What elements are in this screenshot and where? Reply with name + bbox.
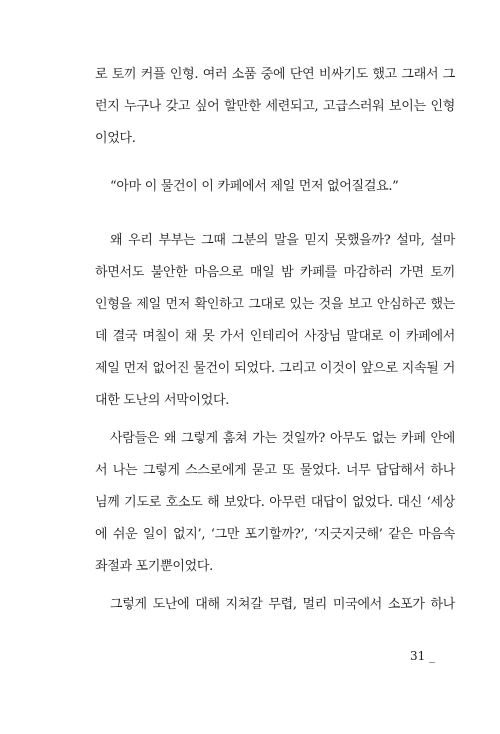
text-line: “아마 이 물건이 이 카페에서 제일 먼저 없어질걸요.” [110, 179, 399, 194]
text-line: 인형을 제일 먼저 확인하고 그대로 있는 것을 보고 안심하곤 했는 [95, 297, 455, 312]
text-line: 왜 우리 부부는 그때 그분의 말을 믿지 못했을까? 설마, 설마 [110, 233, 455, 248]
text-line: 하면서도 불안한 마음으로 매일 밤 카페를 마감하러 가면 토끼 [95, 265, 455, 280]
text-line: 에 쉬운 일이 없지’, ‘그만 포기할까?’, ‘지긋지긋해’ 같은 마음속 [95, 527, 455, 542]
text-line: 제일 먼저 없어진 물건이 되었다. 그리고 이것이 앞으로 지속될 거 [95, 361, 455, 376]
text-line: 로 토끼 커플 인형. 여러 소품 중에 단연 비싸기도 했고 그래서 그 [95, 67, 455, 82]
text-line: 런지 누구나 갖고 싶어 할만한 세련되고, 고급스러워 보이는 인형 [95, 99, 455, 114]
text-line: 대한 도난의 서막이었다. [95, 393, 230, 408]
text-line: 데 결국 며칠이 채 못 가서 인테리어 사장님 말대로 이 카페에서 [95, 329, 455, 344]
text-line: 님께 기도로 호소도 해 보았다. 아무런 대답이 없었다. 대신 ‘세상 [95, 495, 455, 510]
text-line: 이었다. [95, 131, 136, 146]
text-line: 그렇게 도난에 대해 지쳐갈 무렵, 멀리 미국에서 소포가 하나 [110, 597, 455, 612]
text-line: 사람들은 왜 그렇게 훔쳐 가는 것일까? 아무도 없는 카페 안에 [110, 431, 455, 446]
text-line: 좌절과 포기뿐이었다. [95, 559, 213, 574]
text-line: 서 나는 그렇게 스스로에게 묻고 또 물었다. 너무 답답해서 하나 [95, 463, 455, 478]
page-number: 31 _ [410, 649, 436, 663]
